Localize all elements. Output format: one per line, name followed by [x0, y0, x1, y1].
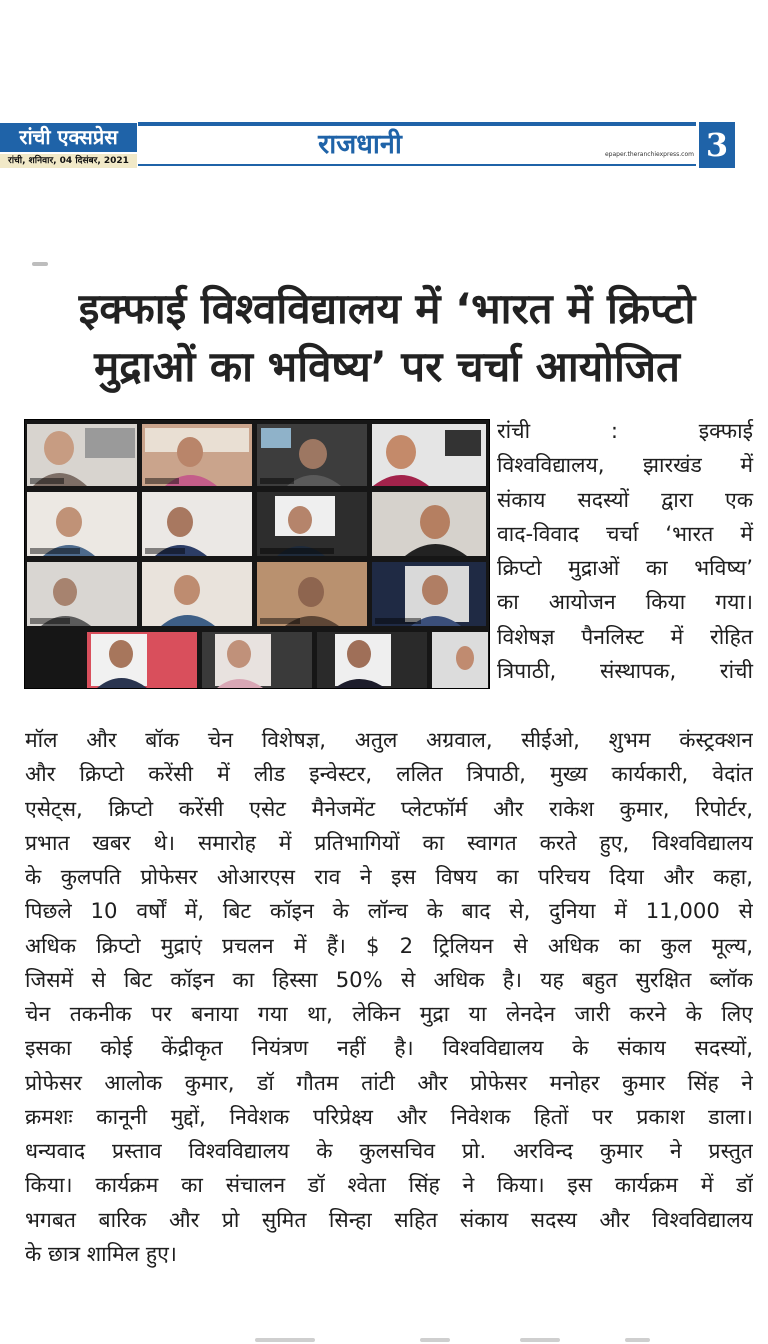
- participant-tile: [372, 492, 486, 556]
- text-line: अधिक क्रिप्टो मुद्राएं प्रचलन में हैं। $ 2 ट्रिलियन से अधिक का कुल मूल्य,: [25, 932, 753, 958]
- text-line: क्रमशः कानूनी मुद्दों, निवेशक परिप्रेक्ष्य और निवेशक हितों पर प्रकाश डाला।: [25, 1103, 753, 1129]
- epaper-url: epaper.theranchiexpress.com: [604, 151, 694, 158]
- text-line: क्रिप्टो मुद्राओं का भविष्य’: [497, 555, 753, 581]
- participant-tile: [432, 632, 488, 688]
- masthead-rule-top: [138, 122, 696, 126]
- participant-tile: [27, 562, 137, 626]
- text-line: मॉल और बॉक चेन विशेषज्ञ, अतुल अग्रवाल, सीईओ, शुभम कंस्ट्रक्शन: [25, 727, 753, 752]
- participant-tile: [372, 424, 486, 486]
- participant-tile: [257, 562, 367, 626]
- text-line: रांची : इक्फाई: [497, 418, 753, 443]
- participant-tile: [142, 562, 252, 626]
- text-line: पिछले 10 वर्षों में, बिट कॉइन के लॉन्च के बाद से, दुनिया में 11,000 से: [25, 898, 753, 924]
- text-line: किया। कार्यक्रम का संचालन डॉ श्वेता सिंह ने किया। इस कार्यक्रम में डॉ: [25, 1172, 753, 1198]
- text-line: प्रोफेसर आलोक कुमार, डॉ गौतम तांटी और प्रोफेसर मनोहर कुमार सिंह ने: [25, 1069, 753, 1095]
- participant-tile: [27, 424, 137, 486]
- text-line: और क्रिप्टो करेंसी में लीड इन्वेस्टर, ललित त्रिपाठी, मुख्य कार्यकारी, वेदांत: [25, 761, 753, 787]
- text-line: संकाय सदस्यों द्वारा एक: [497, 486, 753, 512]
- headline-line: इक्फाई विश्वविद्यालय में ‘भारत में क्रिप्टो: [78, 284, 696, 333]
- edition-date: रांची, शनिवार, 04 दिसंबर, 2021: [0, 154, 137, 168]
- text-line: का आयोजन किया गया।: [497, 589, 753, 615]
- cropped-next-line: [0, 1334, 768, 1344]
- participant-tile: [372, 562, 486, 626]
- article-column-text: [497, 414, 753, 688]
- text-line: भगबत बारिक और प्रो सुमित सिन्हा सहित संकाय सदस्य और विश्वविद्यालय: [25, 1206, 753, 1232]
- text-line: एसेट्स, क्रिप्टो करेंसी एसेट मैनेजमेंट प्लेटफॉर्म और राकेश कुमार, रिपोर्टर,: [25, 795, 753, 821]
- text-line: जिसमें से बिट कॉइन का हिस्सा 50% से अधिक है। यह बहुत सुरक्षित ब्लॉक: [25, 966, 753, 992]
- print-mark: [32, 262, 48, 266]
- masthead: [0, 121, 768, 171]
- text-line: के छात्र शामिल हुए।: [25, 1240, 177, 1266]
- text-line: विश्वविद्यालय, झारखंड में: [497, 452, 753, 478]
- participant-tile: [257, 424, 367, 486]
- text-line: धन्यवाद प्रस्ताव विश्वविद्यालय के कुलसचिव प्रो. अरविन्द कुमार ने प्रस्तुत: [25, 1138, 753, 1163]
- newspaper-name: रांची एक्सप्रेस: [0, 123, 137, 152]
- article-headline: [22, 280, 752, 396]
- text-line: इसका कोई केंद्रीकृत नियंत्रण नहीं है। विश्वविद्यालय के संकाय सदस्यों,: [25, 1035, 753, 1061]
- participant-tile: [317, 632, 427, 688]
- participant-tile: [257, 492, 367, 556]
- video-conference-grid-icon: [25, 420, 490, 689]
- article-body-text: [25, 723, 753, 1271]
- participant-tile: [27, 492, 137, 556]
- text-line: चेन तकनीक पर बनाया गया था, लेकिन मुद्रा या लेनदेन जारी करने के लिए: [25, 1001, 753, 1026]
- participant-tile: [142, 492, 252, 556]
- section-title: राजधानी: [318, 129, 402, 160]
- participant-tile: [142, 424, 252, 486]
- text-line: विशेषज्ञ पैनलिस्ट में रोहित: [497, 623, 753, 649]
- video-conference-photo: [24, 419, 490, 689]
- participant-tile: [202, 632, 312, 688]
- text-line: के कुलपति प्रोफेसर ओआरएस राव ने इस विषय का परिचय दिया और कहा,: [25, 864, 753, 889]
- participant-tile: [87, 632, 197, 688]
- text-line: प्रभात खबर थे। समारोह में प्रतिभागियों का स्वागत करते हुए, विश्वविद्यालय: [25, 829, 753, 855]
- masthead-rule-bottom: [138, 164, 696, 166]
- text-line: त्रिपाठी, संस्थापक, रांची: [497, 658, 753, 684]
- headline-line: मुद्राओं का भविष्य’ पर चर्चा आयोजित: [94, 342, 680, 391]
- text-line: वाद-विवाद चर्चा ‘भारत में: [497, 520, 753, 546]
- page-number: 3: [699, 122, 735, 168]
